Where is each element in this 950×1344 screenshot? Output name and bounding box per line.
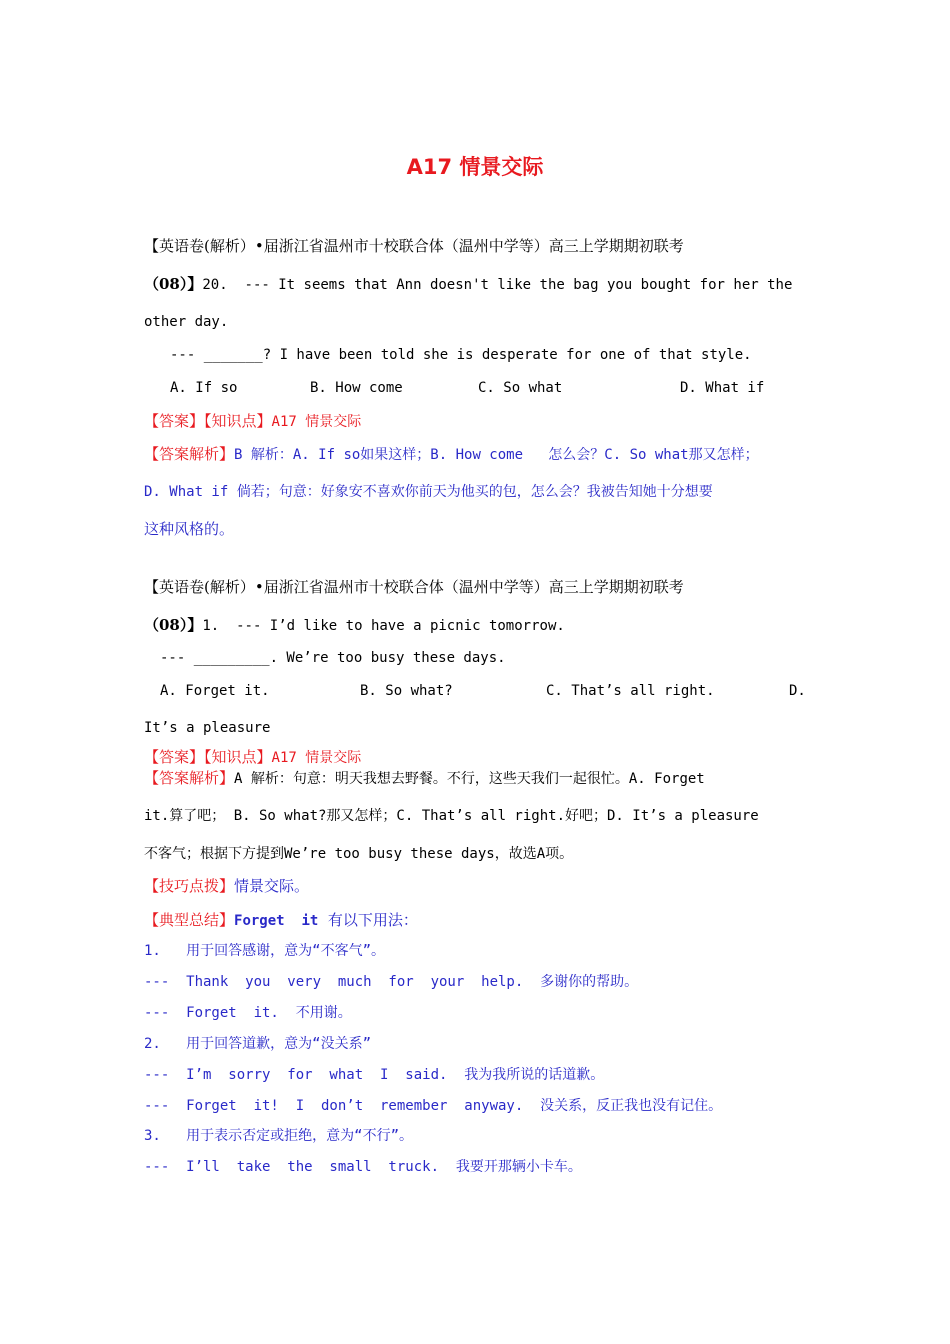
q2-tip-line — [144, 876, 309, 896]
q2-analysis-line1 — [144, 768, 705, 789]
q2-summary-text: 有以下用法： — [318, 911, 418, 929]
q2-summary-line — [144, 910, 418, 931]
q2-option-c: C. That’s all right. — [546, 683, 715, 699]
q1-option-d: D. What if — [680, 380, 765, 396]
usage-line-8: --- I’ll take the small truck. 我要开那辆小卡车。 — [144, 1159, 582, 1175]
q2-tip-text: 情景交际。 — [234, 877, 310, 895]
q2-response-line: --- _________. We’re too busy these days. — [160, 650, 506, 666]
q1-question-cont: other day. — [144, 314, 229, 330]
q1-option-c: C. So what — [478, 380, 563, 396]
q1-source-bracket: （08）】 — [144, 275, 203, 293]
q1-analysis-label: 【答案解析】 — [144, 445, 235, 463]
q2-question-text: 1. --- I’d like to have a picnic tomorrow. — [202, 618, 565, 634]
q1-analysis-line2: D. What if 倘若；句意：好象安不喜欢你前天为他买的包，怎么会？我被告知她十分想要 — [144, 484, 713, 500]
q2-answer-kp: A17 情景交际 — [271, 750, 362, 766]
usage-line-6: --- Forget it! I don’t remember anyway. 没关系，反正我也没有记住。 — [144, 1098, 723, 1114]
q2-option-d: D. — [789, 683, 806, 699]
q1-option-b: B. How come — [310, 380, 403, 396]
q2-analysis-label: 【答案解析】 — [144, 769, 235, 787]
usage-line-4: 2. 用于回答道歉，意为“没关系” — [144, 1036, 372, 1052]
q1-option-a: A. If so — [170, 380, 238, 396]
q2-analysis-text1: A 解析：句意：明天我想去野餐。不行，这些天我们一起很忙。A. Forget — [234, 771, 705, 787]
q1-analysis-line1 — [144, 444, 759, 465]
q2-option-d-text: It’s a pleasure — [144, 720, 271, 736]
q1-answer-label: 【答案】【知识点】 — [144, 412, 272, 430]
q1-answer-line — [144, 411, 361, 432]
q1-question-text: 20. --- It seems that Ann doesn't like the bag you bought for her the — [202, 277, 793, 293]
q1-response-line: --- _______? I have been told she is desperate for one of that style. — [170, 347, 752, 363]
q2-option-a: A. Forget it. — [160, 683, 270, 699]
q2-summary-label: 【典型总结】 — [144, 911, 235, 929]
q2-source-line1: 【英语卷(解析）•届浙江省温州市十校联合体（温州中学等）高三上学期期初联考 — [144, 578, 684, 596]
q1-source-line1: 【英语卷(解析）•届浙江省温州市十校联合体（温州中学等）高三上学期期初联考 — [144, 237, 684, 255]
q2-answer-line — [144, 747, 361, 768]
q1-analysis-text1: B 解析：A. If so如果这样；B. How come 怎么会？C. So what那又怎样； — [234, 447, 759, 463]
usage-line-1: 1. 用于回答感谢，意为“不客气”。 — [144, 943, 386, 959]
q2-tip-label: 【技巧点拨】 — [144, 877, 235, 895]
q1-analysis-line3: 这种风格的。 — [144, 520, 235, 538]
page-title: A17 情景交际 — [406, 155, 544, 179]
q2-summary-bold: Forget it — [234, 913, 319, 929]
usage-line-2: --- Thank you very much for your help. 多谢你的帮助。 — [144, 974, 639, 990]
usage-line-5: --- I’m sorry for what I said. 我为我所说的话道歉。 — [144, 1067, 605, 1083]
q2-analysis-line3: 不客气；根据下方提到We’re too busy these days，故选A项。 — [144, 846, 574, 862]
q2-option-b: B. So what? — [360, 683, 453, 699]
q1-source-line2 — [144, 274, 792, 295]
usage-line-3: --- Forget it. 不用谢。 — [144, 1005, 352, 1021]
q2-answer-label: 【答案】【知识点】 — [144, 748, 272, 766]
q2-source-line2 — [144, 615, 565, 636]
q2-source-bracket: （08）】 — [144, 616, 203, 634]
q1-answer-kp: A17 情景交际 — [271, 414, 362, 430]
q2-analysis-line2: it.算了吧； B. So what?那又怎样；C. That’s all right.好吧；D. It’s a pleasure — [144, 808, 759, 824]
usage-line-7: 3. 用于表示否定或拒绝，意为“不行”。 — [144, 1128, 414, 1144]
